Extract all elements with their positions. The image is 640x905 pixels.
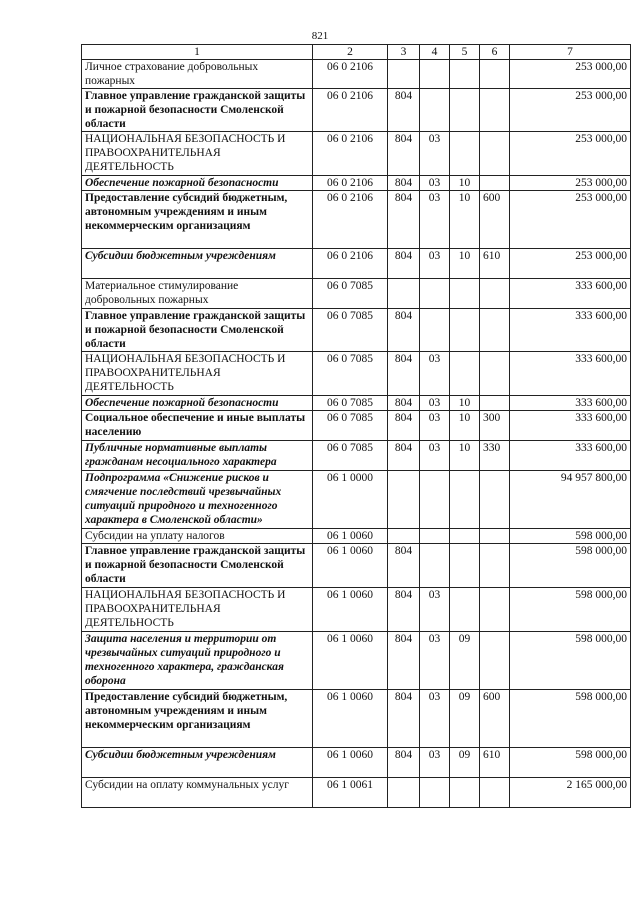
row-name-cell: Предоставление субсидий бюджетным, автономным учреждениям и иным некоммерческим организациям	[82, 191, 313, 249]
ministry-code-cell: 804	[388, 632, 420, 690]
expense-type-cell: 330	[480, 441, 510, 471]
section-code-cell	[420, 89, 450, 132]
amount-cell: 253 000,00	[510, 191, 631, 249]
subsection-code-cell: 10	[450, 396, 480, 411]
column-header: 7	[510, 45, 631, 60]
row-name-cell: Обеспечение пожарной безопасности	[82, 396, 313, 411]
amount-cell: 333 600,00	[510, 309, 631, 352]
table-row	[82, 588, 631, 632]
section-code-cell: 03	[420, 411, 450, 441]
target-code-cell: 06 1 0060	[313, 632, 388, 690]
ministry-code-cell	[388, 471, 420, 529]
amount-cell: 598 000,00	[510, 529, 631, 544]
column-header: 2	[313, 45, 388, 60]
row-name-cell: Субсидии бюджетным учреждениям	[82, 249, 313, 279]
section-code-cell	[420, 544, 450, 588]
section-code-cell	[420, 471, 450, 529]
table-row	[82, 249, 631, 279]
ministry-code-cell: 804	[388, 352, 420, 396]
subsection-code-cell	[450, 60, 480, 89]
target-code-cell: 06 1 0060	[313, 544, 388, 588]
section-code-cell	[420, 279, 450, 309]
target-code-cell: 06 1 0000	[313, 471, 388, 529]
table-row	[82, 352, 631, 396]
expense-type-cell: 300	[480, 411, 510, 441]
subsection-code-cell	[450, 352, 480, 396]
expense-type-cell	[480, 60, 510, 89]
amount-cell: 253 000,00	[510, 249, 631, 279]
expense-type-cell	[480, 279, 510, 309]
row-name-cell: Субсидии на оплату коммунальных услуг	[82, 778, 313, 808]
section-code-cell: 03	[420, 748, 450, 778]
expense-type-cell: 600	[480, 690, 510, 748]
section-code-cell	[420, 60, 450, 89]
row-name-cell: Публичные нормативные выплаты гражданам несоциального характера	[82, 441, 313, 471]
subsection-code-cell: 09	[450, 690, 480, 748]
subsection-code-cell	[450, 471, 480, 529]
row-name-cell: Материальное стимулирование добровольных пожарных	[82, 279, 313, 309]
row-name-cell: НАЦИОНАЛЬНАЯ БЕЗОПАСНОСТЬ И ПРАВООХРАНИТЕЛЬНАЯ ДЕЯТЕЛЬНОСТЬ	[82, 588, 313, 632]
ministry-code-cell: 804	[388, 309, 420, 352]
ministry-code-cell: 804	[388, 411, 420, 441]
row-name-cell: Подпрограмма «Снижение рисков и смягчение последствий чрезвычайных ситуаций природного и техногенного характера в Смоленской области»	[82, 471, 313, 529]
expense-type-cell	[480, 588, 510, 632]
subsection-code-cell	[450, 588, 480, 632]
subsection-code-cell	[450, 778, 480, 808]
column-header: 1	[82, 45, 313, 60]
table-row	[82, 529, 631, 544]
row-name-cell: НАЦИОНАЛЬНАЯ БЕЗОПАСНОСТЬ И ПРАВООХРАНИТЕЛЬНАЯ ДЕЯТЕЛЬНОСТЬ	[82, 132, 313, 176]
ministry-code-cell: 804	[388, 132, 420, 176]
section-code-cell: 03	[420, 132, 450, 176]
table-row	[82, 411, 631, 441]
expense-type-cell: 600	[480, 191, 510, 249]
amount-cell: 253 000,00	[510, 60, 631, 89]
amount-cell: 598 000,00	[510, 588, 631, 632]
ministry-code-cell	[388, 529, 420, 544]
column-header: 3	[388, 45, 420, 60]
table-row	[82, 441, 631, 471]
subsection-code-cell	[450, 529, 480, 544]
page-number: 821	[311, 30, 329, 42]
row-name-cell: Предоставление субсидий бюджетным, автономным учреждениям и иным некоммерческим организациям	[82, 690, 313, 748]
row-name-cell: Социальное обеспечение и иные выплаты населению	[82, 411, 313, 441]
ministry-code-cell: 804	[388, 690, 420, 748]
row-name-cell: Главное управление гражданской защиты и пожарной безопасности Смоленской области	[82, 309, 313, 352]
ministry-code-cell	[388, 60, 420, 89]
table-row	[82, 471, 631, 529]
expense-type-cell	[480, 132, 510, 176]
section-code-cell: 03	[420, 588, 450, 632]
section-code-cell	[420, 778, 450, 808]
amount-cell: 333 600,00	[510, 279, 631, 309]
section-code-cell: 03	[420, 396, 450, 411]
table-row	[82, 544, 631, 588]
target-code-cell: 06 1 0060	[313, 529, 388, 544]
target-code-cell: 06 1 0060	[313, 690, 388, 748]
target-code-cell: 06 0 7085	[313, 411, 388, 441]
amount-cell: 2 165 000,00	[510, 778, 631, 808]
section-code-cell	[420, 309, 450, 352]
target-code-cell: 06 0 2106	[313, 60, 388, 89]
expense-type-cell	[480, 471, 510, 529]
target-code-cell: 06 0 7085	[313, 441, 388, 471]
table-row	[82, 60, 631, 89]
ministry-code-cell: 804	[388, 249, 420, 279]
target-code-cell: 06 1 0060	[313, 588, 388, 632]
amount-cell: 253 000,00	[510, 176, 631, 191]
subsection-code-cell: 10	[450, 411, 480, 441]
target-code-cell: 06 0 7085	[313, 279, 388, 309]
row-name-cell: Субсидии бюджетным учреждениям	[82, 748, 313, 778]
expense-type-cell	[480, 89, 510, 132]
table-row	[82, 778, 631, 808]
ministry-code-cell	[388, 778, 420, 808]
ministry-code-cell: 804	[388, 748, 420, 778]
expense-type-cell	[480, 352, 510, 396]
subsection-code-cell: 09	[450, 748, 480, 778]
expense-type-cell: 610	[480, 748, 510, 778]
row-name-cell: Главное управление гражданской защиты и пожарной безопасности Смоленской области	[82, 544, 313, 588]
target-code-cell: 06 1 0060	[313, 748, 388, 778]
target-code-cell: 06 0 2106	[313, 89, 388, 132]
subsection-code-cell: 10	[450, 249, 480, 279]
amount-cell: 253 000,00	[510, 132, 631, 176]
column-header: 4	[420, 45, 450, 60]
ministry-code-cell: 804	[388, 441, 420, 471]
section-code-cell: 03	[420, 249, 450, 279]
row-name-cell: Главное управление гражданской защиты и пожарной безопасности Смоленской области	[82, 89, 313, 132]
target-code-cell: 06 0 2106	[313, 132, 388, 176]
target-code-cell: 06 1 0061	[313, 778, 388, 808]
section-code-cell: 03	[420, 191, 450, 249]
subsection-code-cell	[450, 544, 480, 588]
subsection-code-cell: 10	[450, 441, 480, 471]
table-row	[82, 632, 631, 690]
ministry-code-cell: 804	[388, 89, 420, 132]
budget-table	[81, 44, 631, 808]
expense-type-cell	[480, 529, 510, 544]
table-row	[82, 748, 631, 778]
expense-type-cell	[480, 778, 510, 808]
amount-cell: 598 000,00	[510, 632, 631, 690]
table-header-row	[82, 45, 631, 60]
table-row	[82, 690, 631, 748]
subsection-code-cell	[450, 279, 480, 309]
ministry-code-cell: 804	[388, 176, 420, 191]
row-name-cell: Личное страхование добровольных пожарных	[82, 60, 313, 89]
expense-type-cell	[480, 544, 510, 588]
expense-type-cell	[480, 632, 510, 690]
section-code-cell: 03	[420, 352, 450, 396]
ministry-code-cell: 804	[388, 588, 420, 632]
ministry-code-cell: 804	[388, 544, 420, 588]
amount-cell: 598 000,00	[510, 748, 631, 778]
expense-type-cell	[480, 176, 510, 191]
expense-type-cell	[480, 396, 510, 411]
amount-cell: 598 000,00	[510, 690, 631, 748]
section-code-cell: 03	[420, 690, 450, 748]
subsection-code-cell	[450, 132, 480, 176]
table-row	[82, 279, 631, 309]
subsection-code-cell	[450, 89, 480, 132]
target-code-cell: 06 0 2106	[313, 176, 388, 191]
row-name-cell: Обеспечение пожарной безопасности	[82, 176, 313, 191]
amount-cell: 333 600,00	[510, 396, 631, 411]
target-code-cell: 06 0 7085	[313, 352, 388, 396]
table-row	[82, 89, 631, 132]
amount-cell: 333 600,00	[510, 441, 631, 471]
ministry-code-cell: 804	[388, 191, 420, 249]
amount-cell: 333 600,00	[510, 352, 631, 396]
subsection-code-cell	[450, 309, 480, 352]
subsection-code-cell: 10	[450, 176, 480, 191]
target-code-cell: 06 0 7085	[313, 396, 388, 411]
section-code-cell: 03	[420, 632, 450, 690]
row-name-cell: Субсидии на уплату налогов	[82, 529, 313, 544]
amount-cell: 253 000,00	[510, 89, 631, 132]
column-header: 5	[450, 45, 480, 60]
table-row	[82, 309, 631, 352]
amount-cell: 333 600,00	[510, 411, 631, 441]
ministry-code-cell: 804	[388, 396, 420, 411]
row-name-cell: НАЦИОНАЛЬНАЯ БЕЗОПАСНОСТЬ И ПРАВООХРАНИТЕЛЬНАЯ ДЕЯТЕЛЬНОСТЬ	[82, 352, 313, 396]
section-code-cell	[420, 529, 450, 544]
target-code-cell: 06 0 2106	[313, 191, 388, 249]
amount-cell: 598 000,00	[510, 544, 631, 588]
table-row	[82, 191, 631, 249]
target-code-cell: 06 0 2106	[313, 249, 388, 279]
table-row	[82, 176, 631, 191]
expense-type-cell	[480, 309, 510, 352]
table-row	[82, 396, 631, 411]
amount-cell: 94 957 800,00	[510, 471, 631, 529]
subsection-code-cell: 10	[450, 191, 480, 249]
row-name-cell: Защита населения и территории от чрезвычайных ситуаций природного и техногенного характера, гражданская оборона	[82, 632, 313, 690]
ministry-code-cell	[388, 279, 420, 309]
column-header: 6	[480, 45, 510, 60]
section-code-cell: 03	[420, 441, 450, 471]
table-row	[82, 132, 631, 176]
target-code-cell: 06 0 7085	[313, 309, 388, 352]
expense-type-cell: 610	[480, 249, 510, 279]
section-code-cell: 03	[420, 176, 450, 191]
subsection-code-cell: 09	[450, 632, 480, 690]
